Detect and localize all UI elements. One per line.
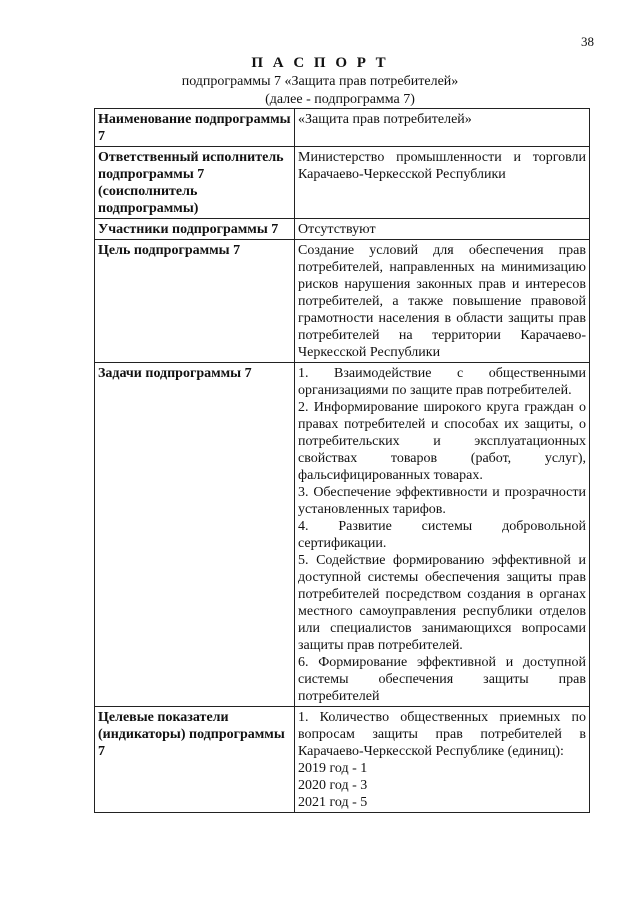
value-line: 1. Количество общественных приемных по вопросам защиты прав потребителей в Карачаево-Черкесской Республике (единиц): xyxy=(298,710,586,759)
value-line: 2020 год - 3 xyxy=(298,778,368,793)
value-line: 3. Обеспечение эффективности и прозрачности установленных тарифов. xyxy=(298,485,586,517)
value-line: 2019 год - 1 xyxy=(298,761,368,776)
value-line: Создание условий для обеспечения прав потребителей, направленных на минимизацию рисков нарушения законных прав и интересов потребителей, а также повышение правовой грамотности населения в области защиты прав потребителей на территории Карачаево-Черкесской Республики xyxy=(298,243,586,360)
row-value xyxy=(295,240,590,363)
row-label: Ответственный исполнитель подпрограммы 7 (соисполнитель подпрограммы) xyxy=(95,147,295,219)
row-value xyxy=(295,109,590,147)
value-line: 4. Развитие системы добровольной сертификации. xyxy=(298,519,586,551)
document-subtitle: подпрограммы 7 «Защита прав потребителей» xyxy=(181,74,459,89)
document-subtitle-note: (далее - подпрограмма 7) xyxy=(265,92,415,107)
row-label: Целевые показатели (индикаторы) подпрограммы 7 xyxy=(95,707,295,813)
row-value xyxy=(295,147,590,219)
row-value xyxy=(295,363,590,707)
table-row xyxy=(95,109,590,147)
value-line: 1. Взаимодействие с общественными организациями по защите прав потребителей. xyxy=(298,366,586,398)
table-row xyxy=(95,240,590,363)
table-row xyxy=(95,363,590,707)
value-line: Министерство промышленности и торговли Карачаево-Черкесской Республики xyxy=(298,150,586,182)
table-row xyxy=(95,147,590,219)
value-line: Отсутствуют xyxy=(298,222,376,237)
page-number: 38 xyxy=(581,34,594,49)
passport-table xyxy=(94,108,590,813)
value-line: 2. Информирование широкого круга граждан о правах потребителей и способах их защиты, о потребительских и эксплуатационных свойствах товаров (работ, услуг), фальсифицированных товарах. xyxy=(298,400,586,483)
value-line: «Защита прав потребителей» xyxy=(298,112,472,127)
row-label: Участники подпрограммы 7 xyxy=(95,219,295,240)
table-row xyxy=(95,219,590,240)
row-label: Цель подпрограммы 7 xyxy=(95,240,295,363)
value-line: 5. Содействие формированию эффективной и доступной системы обеспечения защиты прав потребителей посредством создания в органах местного самоуправления республики отделов или специалистов занимающихся вопросами защиты прав потребителей. xyxy=(298,553,586,653)
row-label: Наименование подпрограммы 7 xyxy=(95,109,295,147)
row-value xyxy=(295,219,590,240)
row-label: Задачи подпрограммы 7 xyxy=(95,363,295,707)
document-title: П А С П О Р Т xyxy=(251,55,389,71)
value-line: 2021 год - 5 xyxy=(298,795,368,810)
row-value xyxy=(295,707,590,813)
table-row xyxy=(95,707,590,813)
value-line: 6. Формирование эффективной и доступной системы обеспечения защиты прав потребителей xyxy=(298,655,586,704)
